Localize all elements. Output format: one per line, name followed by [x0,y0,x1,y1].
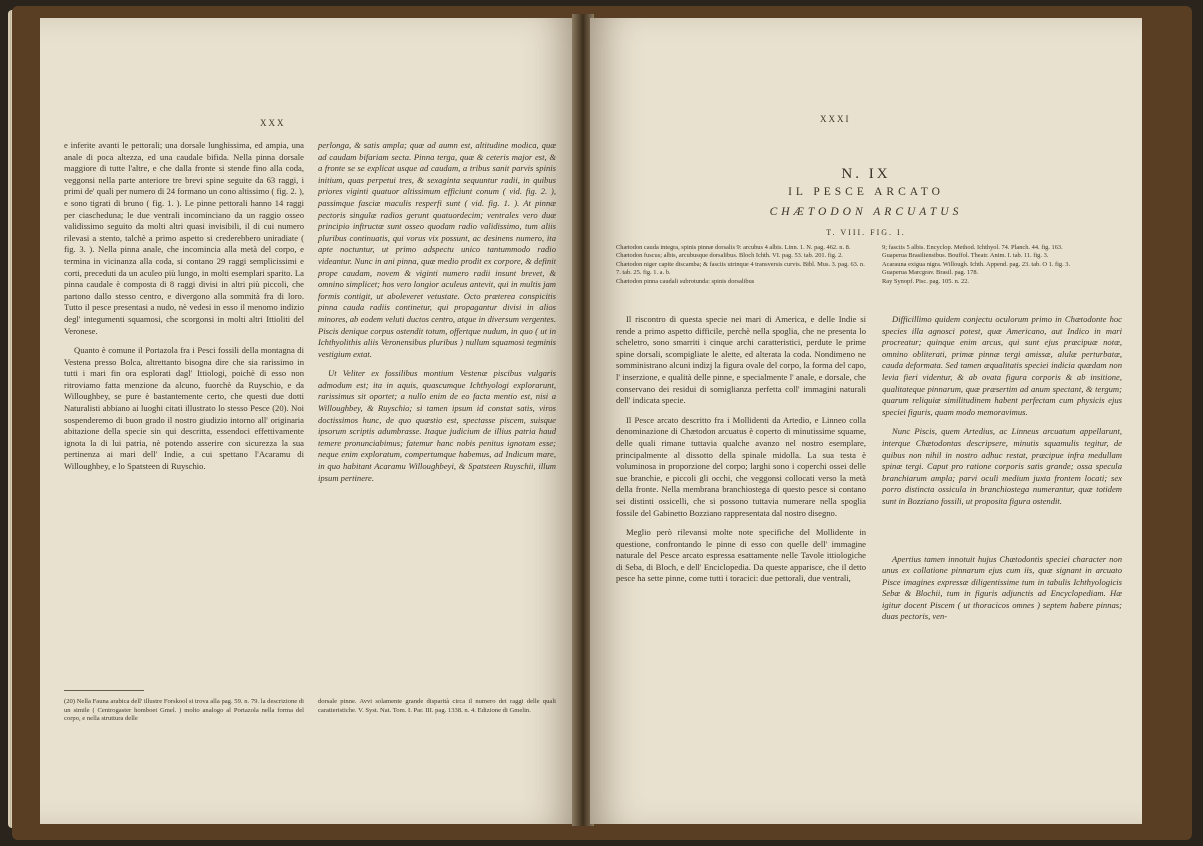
paragraph: Apertius tamen innotuit hujus Chætodontis speciei character non unus ex collatione pinnarum ejus cum iis, quæ signant in arcuato Pisce imagines expressæ diligentissime tum in tabulis Ichthyologicis Sebæ & Blochii, tum in figuris adjunctis ad Encyclopediam. Hæ igitur docent Piscem ( ut thoracicos omnes ) septem habere pinnas; duas pectoris, ven- [882,553,1122,622]
paragraph: e inferite avanti le pettorali; una dorsale lunghissima, ed ampia, una anale di poca altezza, ed una caudale bifida. Nella pinna dorsale maggiore di tutte l'altre, e che dalla fronte si stende fino alla coda, veggonsi nella parte anteriore tre brevi spine seguite da 63 raggi, i primi de' quali per numero di 24 formano un cono altissimo ( fig. 2. ), e sono tigrati di bruno ( fig. 1. ). Le pinne pettorali hanno 14 raggi per ciascheduna; le due ventrali incominciano da un raggio osseo validissimo seguito da molti altri quasi invisibili, il di cui numero rilevasi a stento, talchè a primo aspetto si crederebbero uniradiate ( fig. 3. ). Nella pinna anale, che incomincia alla metà del corpo, e termina in vicinanza alla coda, si contano 29 raggi semplicissimi e corti, preceduti da un aculeo più lungo, in molti esemplari sparito. La pinna caudale è composta di 8 raggi divisi in altri più piccoli, che partono dallo stesso centro, e divergono alla sommità fra di loro. Tutto il pesce presentasi a nudo, nè vedesi in esso il menomo indizio degl' integumenti squamosi, che scorgonsi in molti altri Ittioliti del Veronese. [64,140,304,336]
section-title: IL PESCE ARCATO [788,186,944,198]
paragraph: Difficillimo quidem conjectu oculorum primo in Chætodonte hoc species illa agnosci potest, quæ Americano, aut Indico in mari procreatur; quinque enim arcus, qui sunt ejus præcipuæ notæ, omnino obliterati, primæ pinnæ tergi amissæ, alulæ perturbatæ, cauda deformata. Sed tamen æqualitatis speciei indicia quædam non levia fieri videntur, & ab ovata figura corporis & ab insitione, qualitateque pinnarum, quæ præsertim ad anum spectant, & tergum; quarum reliquiæ similitudinem habent perfectam cum physicis ejus speciei figuris, quam modo memoravimus. [882,314,1122,417]
paragraph: Quanto è comune il Portazola fra i Pesci fossili della montagna di Vestena presso Bolca, altrettanto bisogna dire che sia rarissimo in tutti i mari fin ora esplorati dagl' Ittiologi, poichè di esso non ritroviamo fatta menzione da alcuno, fuorchè da Ruyschio, e da Willoughbey, se pure è bastantemente certo, che questi due dotti Naturalisti abbiano ai luoghi citati illustrato lo stesso Pesce (20). Noi sospenderemo di buon grado il nostro giudizio intorno all' originaria abitazione della specie sin qui descritta, essendoci effettivamente ignota la di lui patria, nè potendo asserire con sicurezza la sua pertinenza ai mari dell' Indie, a cui spettano l'Acaramu di Willoughbey, e lo Spatsteen di Ruyschio. [64,345,304,472]
page-number: XXXI [820,114,851,124]
plate-reference: T. VIII. FIG. I. [826,228,906,237]
section-latin-title: CHÆTODON ARCUATUS [769,206,963,218]
footnote-rule [64,690,144,691]
synonymy-left [616,244,866,286]
section-number: N. IX [841,166,891,182]
synonym: Chætodon niger capite discamba; & fasciis utrinque 4 transversis curvis. Bibl. Mus. 3. pag. 63. n. 7. tab. 25. fig. 1. a. b. [616,260,865,277]
paragraph: Il riscontro di questa specie nei mari di America, e delle Indie si rende a primo aspetto difficile, perchè nella spoglia, che ne presenta lo scheletro, sono smarriti i cinque archi caratteristici, perdute le prime spine dorsali, scompigliate le alette, ed alterata la coda. Nondimeno ne somministrano alcuni indizj la figura ovale del corpo, la forma del capo, l' inserzione, e qualità delle pinne, e specialmente l' anale, e dorsale, che conservano dei residui di somiglianza perfetta coll' immagini naturali dell' indicata specie. [616,314,866,406]
footnote: (20) Nella Fauna arabica dell' illustre Forskool si trova alla pag. 59. n. 79. la descrizione di un simile ( Centrogaster homboet Gmel. ) molto analogo al Portazola nella forma del corpo, e nella struttura delle [64,698,304,723]
paragraph: Nunc Piscis, quem Artedius, ac Linneus arcuatum appellarunt, interque Chætodontas descripsere, minutis squamulis tegitur, de quibus non nihil in nostro adhuc restat, præcipue infra medullam spinæ tergi. Caput pro ratione corporis satis grande; ossa specula branchiarum ampla; parvi oculi medium juxta frontem locati; sex porro distincta ossicula in branchiostega numerantur, quæ totidem sunt in Bozziano fossili, ut proposita figura ostendit. [882,426,1122,506]
paragraph: perlonga, & satis ampla; quæ ad aumn est, altitudine modica, quæ ad caudam bifariam secta. Pinna terga, quæ & ceteris major est, & a fronte se se explicat usque ad caudam, a tribus sanit parvis spinis initium, quas perpetui tres, & sexaginta sequuntur radii, in quibus priores viginti quatuor altissimum efficiunt conum ( vid. fig. 2. ), passimque fasciæ maculis resperfi sunt ( vid. fig. 1. ). At pinnæ pectoris singulæ radios gerunt quatuordecim; ventrales vero duæ principio inftructæ sunt osseo quodam radio validissimo, tum aliis pluribus continuatis, qui vorus vix possunt, ac desinens numero, ita apte noctuntur, ut primo adspectu unico tantummodo radio videantur. Nunc in ani pinna, quæ medio prodit ex corpore, & definit prope caudam, novem & viginti numero radii insunt brevet, & omnino simplicet; hos vero longior aculeus antevit, qui in multis jam formis contigit, ut aboleveret vetustate. Octo præterea conspicitis pinna cauda radiis continetur, qui propagantur divisi in alios minores, ab eodem veluti ductos centro, atque in diversum vergentes. Piscis denique corpus ostendit totum, offertque nudum, in quo ( ut in Ichthyolithis aliis Veronensibus pluribus ) nullum squamosi tegminis vestigium extat. [318,140,556,359]
right-page [590,18,1142,824]
synonym: Chætodon cauda integra, spinis pinnæ dorsalis 9: arcubus 4 albis. Linn. 1. N. pag. 462. n. 8. [616,244,851,251]
latin-column [318,140,556,492]
paragraph: Ut Veliter ex fossilibus montium Vestenæ piscibus vulgaris admodum est; ita in aquis, quascumque Ichthyologi explorarunt, rarissimus sit oportet; a nullo enim de eo facta mentio est, nisi a Willoughbey, & Ruyschio; si tamen ipsum id constat satis, viros doctissimos hunc, de quo quæstio est, spectasse piscem, suisque ipsorum scriptis adumbrasse. Itaque judicium de illius patria haud temere pronunciabimus; fatemur hanc nobis penitus ignotam esse; neque enim exploratum, compertumque habemus, ad Indicum mare, in quo habitant Acaramu Willoughbeyi, & Spatsteen Ruyschii, illum ipsum pertinere. [318,368,556,483]
synonym: Chætodon pinna caudali subrotunda: spinis dorsalibus [616,277,755,285]
italian-column [616,314,866,593]
italian-column [64,140,304,481]
synonym: Acarauna exigua nigra. Willough. Ichth. Append. pag. 23. tab. O 1. fig. 3. [882,260,1071,268]
paragraph: Il Pesce arcato descritto fra i Mollidenti da Artedio, e Linneo colla denominazione di Chætodon arcuatus è coperto di minutissime squame, delle quali rimane tuttavia qualche avanzo nel nostro esemplare, principalmente al dissotto della spinale midolla. La sua testa è voluminosa in proporzione del corpo; larghi sono i coperchi ossei delle sue branchie, e piccoli gli occhi, che veggonsi collocati verso la metà della fronte. Nella membrana branchiostega di questo pesce si contano sei distinti ossicelli, che si possono tuttavia numerare nella spoglia fossile del Gabinetto Bozziano rappresentata dal nostro disegno. [616,414,866,518]
latin-column [882,314,1122,631]
paragraph: Meglio però rilevansi molte note specifiche del Mollidente in questione, confrontando le pinne di esso con quelle dell' immagine naturale del Pesce arcato espressa esattamente nelle Tavole ittiologiche di Seba, di Bloch, e dell' Enciclopedia. Da queste apparisce, che il detto pesce ha sette pinne, come tutti i toracici: due pettorali, due ventrali, [616,527,866,584]
page-number: XXX [260,118,286,128]
left-page [40,18,575,824]
synonym: Guaperua Marcgrav. Brasil. pag. 178. [882,269,979,277]
synonym: Ray Synopf. Pisc. pag. 105. n. 22. [882,277,969,285]
synonym: 9; fasciis 5 albis. Encyclop. Method. Ichthyol. 74. Planch. 44. fig. 163. [882,244,1063,251]
synonym: Guaperua Brasiliensibus. Bouffol. Theatr. Anim. I. tab. 11. fig. 3. [882,252,1049,260]
synonymy-right [882,244,1122,286]
synonym: Chætodon fuscus; albis, arcubusque dorsalibus. Bloch Ichth. VI. pag. 53. tab. 201. fig. 2. [616,252,843,260]
footnote: dorsale pinne. Avvi solamente grande disparità circa il numero dei raggi delle quali caratteristiche. V. Syst. Nat. Tom. I. Par. III. pag. 1338. n. 4. Edizione di Gmelin. [318,698,556,714]
